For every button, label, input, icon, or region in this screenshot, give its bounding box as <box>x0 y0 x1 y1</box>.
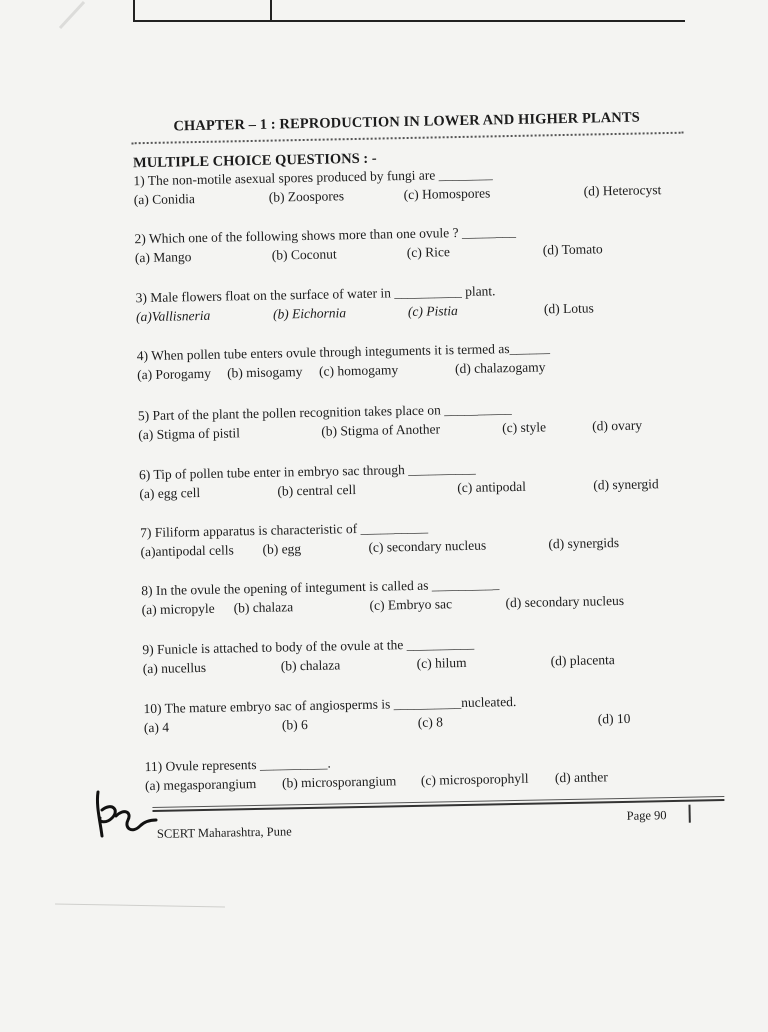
option-a: (a) Stigma of pistil <box>138 425 241 443</box>
option-d: (d) Tomato <box>542 241 603 258</box>
option-c: (c) Embryo sac <box>369 596 453 613</box>
section-heading: MULTIPLE CHOICE QUESTIONS : - <box>132 150 377 172</box>
option-c: (c) secondary nucleus <box>368 537 487 555</box>
option-a: (a)Vallisneria <box>135 307 211 325</box>
chapter-title: CHAPTER – 1 : REPRODUCTION IN LOWER AND HIGHER PLANTS <box>173 109 640 135</box>
question-text: 6) Tip of pollen tube enter in embryo sac through __________ <box>138 460 476 483</box>
question-6 <box>139 456 700 507</box>
option-d: (d) placenta <box>550 652 615 669</box>
option-c: (c) Homospores <box>403 185 491 203</box>
option-c: (c) antipodal <box>457 478 527 496</box>
footer-vertical-bar <box>688 805 690 823</box>
question-10 <box>143 690 704 741</box>
option-b: (b) chalaza <box>233 599 294 616</box>
question-9 <box>142 631 703 682</box>
question-text: 11) Ovule represents __________. <box>144 755 331 775</box>
question-text: 4) When pollen tube enters ovule through integuments it is termed as______ <box>136 340 551 364</box>
question-text: 5) Part of the plant the pollen recognition takes place on __________ <box>137 401 512 424</box>
option-d: (d) chalazogamy <box>454 359 546 377</box>
option-b: (b) Stigma of Another <box>321 421 441 439</box>
footer-publisher: SCERT Maharashtra, Pune <box>156 824 292 841</box>
question-8 <box>141 572 702 623</box>
question-text: 7) Filiform apparatus is characteristic of __________ <box>140 519 429 541</box>
option-b: (b) 6 <box>281 717 308 733</box>
question-text: 3) Male flowers float on the surface of water in __________ plant. <box>135 283 496 306</box>
question-3 <box>135 279 696 330</box>
option-b: (b) Coconut <box>271 246 337 263</box>
option-c: (c) hilum <box>416 654 467 671</box>
option-a: (a) nucellus <box>142 659 207 677</box>
option-d: (d) secondary nucleus <box>505 592 625 611</box>
handwritten-mark <box>86 786 162 842</box>
option-b: (b) chalaza <box>280 657 341 674</box>
option-a: (a) micropyle <box>141 600 215 618</box>
question-2 <box>134 220 695 271</box>
question-7 <box>140 514 701 565</box>
option-b: (b) Eichornia <box>272 305 347 322</box>
option-a: (a) Conidia <box>133 191 196 208</box>
option-a: (a) egg cell <box>139 485 201 502</box>
option-d: (d) synergid <box>593 476 659 493</box>
option-d: (d) synergids <box>548 535 620 552</box>
option-a: (a) Mango <box>134 249 192 266</box>
option-a: (a) 4 <box>143 719 170 736</box>
option-c: (c) homogamy <box>318 362 399 379</box>
option-a: (a) Porogamy <box>136 365 212 383</box>
option-b: (b) central cell <box>277 482 357 499</box>
question-text: 9) Funicle is attached to body of the ovule at the __________ <box>142 635 475 658</box>
question-5 <box>138 397 699 448</box>
option-b: (b) Zoospores <box>268 188 345 205</box>
question-text: 10) The mature embryo sac of angiosperms is __________nucleated. <box>143 694 517 717</box>
option-d: (d) Lotus <box>543 300 594 317</box>
option-d: (d) anther <box>554 769 608 786</box>
option-c: (c) 8 <box>417 714 444 730</box>
option-b: (b) egg <box>262 541 302 557</box>
option-c: (c) Rice <box>406 244 451 261</box>
page-number: Page 90 <box>626 808 667 823</box>
option-c: (c) style <box>502 419 547 436</box>
option-d: (d) Heterocyst <box>583 182 662 199</box>
question-text: 8) In the ovule the opening of integument is called as __________ <box>141 576 500 599</box>
option-c: (c) microsporophyll <box>420 770 529 788</box>
question-11 <box>145 748 706 799</box>
question-text: 2) Which one of the following shows more than one ovule ? ________ <box>134 223 517 247</box>
option-b: (b) microsporangium <box>281 773 397 791</box>
option-b: (b) misogamy <box>226 364 303 381</box>
option-d: (d) 10 <box>597 710 631 727</box>
option-a: (a) megasporangium <box>144 776 257 794</box>
option-d: (d) ovary <box>592 417 643 434</box>
question-text: 1) The non-motile asexual spores produced by fungi are ________ <box>133 166 493 189</box>
option-a: (a)antipodal cells <box>140 542 234 560</box>
question-4 <box>137 337 698 388</box>
option-c: (c) Pistia <box>407 303 458 320</box>
